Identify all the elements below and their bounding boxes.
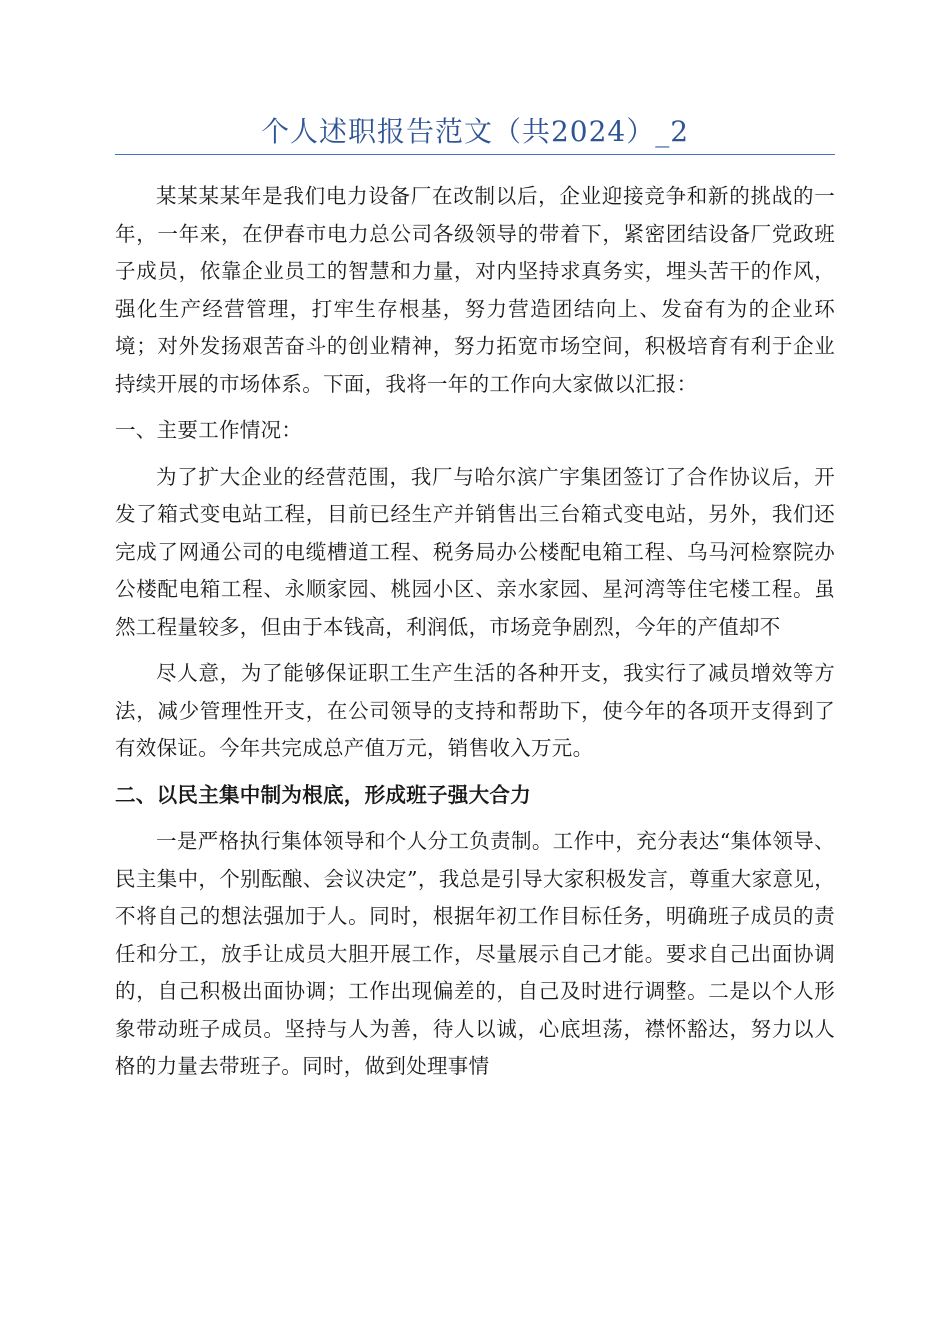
- section-heading-main-work: 一、主要工作情况：: [115, 418, 303, 442]
- paragraph-main-work-2: 尽人意，为了能够保证职工生产生活的各种开支，我实行了减员增效等方法，减少管理性开支，在公司领导的支持和帮助下，使今年的各项开支得到了有效保证。今年共完成总产值万元，销售收入万元。: [115, 661, 835, 760]
- document-body: [115, 178, 835, 1086]
- paragraph-intro: 某某某某年是我们电力设备厂在改制以后，企业迎接竞争和新的挑战的一年，一年来，在伊春市电力总公司各级领导的带着下，紧密团结设备厂党政班子成员，依靠企业员工的智慧和力量，对内坚持求真务实，埋头苦干的作风，强化生产经营管理，打牢生存根基，努力营造团结向上、发奋有为的企业环境；对外发扬艰苦奋斗的创业精神，努力拓宽市场空间，积极培育有利于企业持续开展的市场体系。下面，我将一年的工作向大家做以汇报：: [115, 184, 835, 396]
- document-title: 个人述职报告范文（共2024）_2: [260, 115, 690, 148]
- section-heading-democratic-centralism: 二、以民主集中制为根底，形成班子强大合力: [115, 782, 531, 807]
- paragraph-democratic-centralism-1: 一是严格执行集体领导和个人分工负责制。工作中，充分表达“集体领导、民主集中，个别酝酿、会议决定”，我总是引导大家积极发言，尊重大家意见，不将自己的想法强加于人。同时，根据年初工作目标任务，明确班子成员的责任和分工，放手让成员大胆开展工作，尽量展示自己才能。要求自己出面协调的，自己积极出面协调；工作出现偏差的，自己及时进行调整。二是以个人形象带动班子成员。坚持与人为善，待人以诚，心底坦荡，襟怀豁达，努力以人格的力量去带班子。同时，做到处理事情: [115, 829, 835, 1078]
- paragraph-main-work-1: 为了扩大企业的经营范围，我厂与哈尔滨广宇集团签订了合作协议后，开发了箱式变电站工程，目前已经生产并销售出三台箱式变电站，另外，我们还完成了网通公司的电缆槽道工程、税务局办公楼配电箱工程、乌马河检察院办公楼配电箱工程、永顺家园、桃园小区、亲水家园、星河湾等住宅楼工程。虽然工程量较多，但由于本钱高，利润低，市场竞争剧烈，今年的产值却不: [115, 464, 835, 639]
- title-underline: [115, 154, 835, 155]
